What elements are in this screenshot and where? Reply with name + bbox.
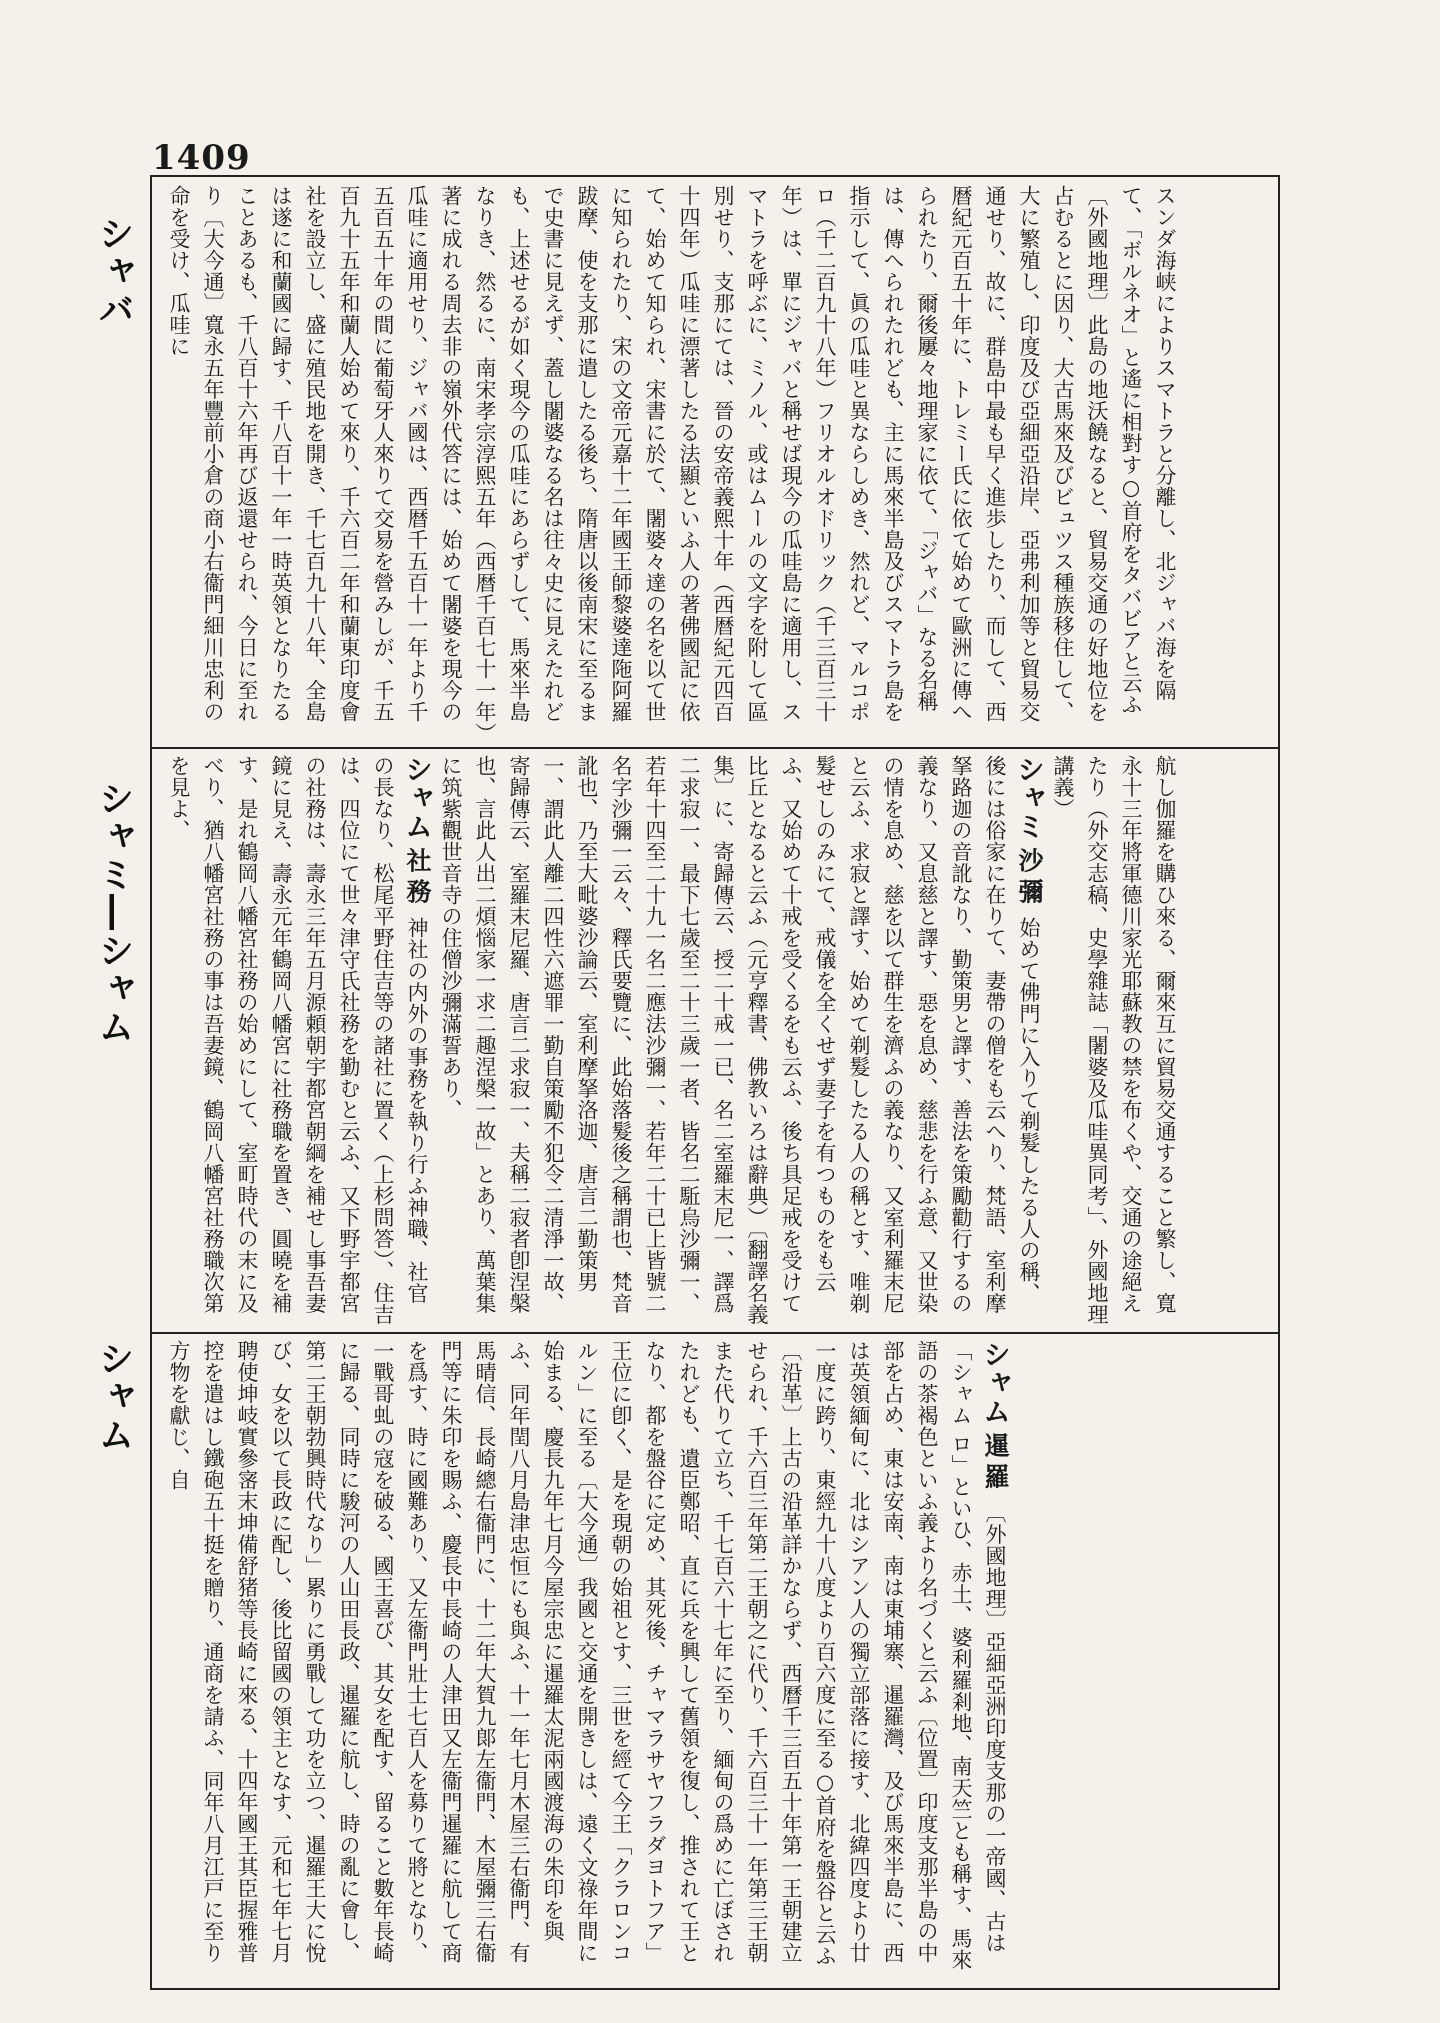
- kanji-shamu: 社務: [403, 847, 432, 910]
- divider-1: [152, 747, 1278, 749]
- middle-continuation: 航し伽羅を購ひ來る、爾來互に貿易交通すること繁し、寬永十三年將軍德川家光耶蘇教の禁を布くや、交通の途絕えたり（外交志稿、史學雜誌「闍婆及瓜哇異同考」、外國地理講義）: [1051, 755, 1177, 1325]
- label-middle: シャミ―シャム: [93, 780, 134, 1046]
- label-bottom: シャム: [93, 1340, 134, 1454]
- entry-shami-text: 始めて佛門に入りて剃髮したる人の稱、後には俗家に在りて、妻帶の僧をも云へり、梵語、室利摩拏路迦の音訛なり、勤策男と譯す、善法を策勵勸行するの義なり、又息慈と譯す、惡を息め、慈悲を行ふ意、又世染の情を息め、慈を以て群生を濟ふの義なり、又室利羅末尼と云ふ、求寂と譯す、始めて剃髮したる人の稱とす、唯剃髮せしのみにて、戒儀を全くせず妻子を有つものをも云ふ、又始めて十戒を受くるをも云ふ、後ち具足戒を受けて比丘となると云ふ（元亨釋書、佛教いろは辭典）〔翻譯名義集〕に、寄歸傳云、授二十戒一已、名二室羅末尼一、譯爲二求寂一、最下七歲至二十三歲一者、皆名二駈烏沙彌一、若年十四至二十九一名二應法沙彌一、若年二十已上皆號二名字沙彌一云々、釋氏要覽に、此始落髮後之稱謂也、梵音訛也、乃至大毗婆沙論云、室利摩拏洛迦、唐言二勤策男一、謂此人離二四性六遮罪一勤自策勵不犯令二清淨一故、寄歸傳云、室羅末尼羅、唐言二求寂一、夫稱二寂者卽涅槃也、言此人出二煩惱家一求二趣涅槃一故」とあり、萬葉集に筑紫觀世音寺の住僧沙彌滿誓あり、: [439, 755, 1041, 1325]
- section-middle-body: [162, 755, 1182, 1325]
- kanji-shami: 沙彌: [1015, 847, 1044, 910]
- headword-shami: シャミ: [1013, 755, 1046, 841]
- entry-shamu-text: 神社の内外の事務を執り行ふ神職、社官の長なり、松尾平野住吉等の諸社に置く（上杉問答）、住吉は、四位にて世々津守氏社務を勤むと云ふ、又下野宇都宮の社務は、壽永三年五月源頼朝宇都宮朝綱を補せし事吾妻鏡に見え、壽永元年鶴岡八幡宮に社務職を置き、圓曉を補す、是れ鶴岡八幡宮社務の始めにして、室町時代の末に及べり、猶八幡宮社務の事は吾妻鏡、鶴岡八幡宮社務職次第を見よ、: [167, 755, 429, 1325]
- headword-shamu: シャム: [401, 755, 434, 841]
- kanji-siam: 暹羅: [981, 1432, 1010, 1495]
- section-top: [162, 185, 1270, 741]
- label-top: シャバ: [93, 215, 134, 329]
- entry-siam-text: 〔外國地理〕亞細亞洲印度支那の一帝國、古は「シャム ロ」といひ、赤土、婆利羅剎地、南天竺とも稱す、馬來語の茶褐色といふ義より名づくと云ふ〔位置〕印度支那半島の中部を占め、東は安南、南は東埔寨、暹羅灣、及び馬來半島に、西は英領緬甸に、北はシアン人の獨立部落に接す、北緯四度より廿一度に跨り、東經九十八度より百六度に至る○首府を盤谷と云ふ〔沿革〕上古の沿革詳かならず、西曆千三百五十年第一王朝建立せられ、千六百三年第二王朝之に代り、千六百三十一年第三王朝また代りて立ち、千七百六十七年に至り、緬甸の爲めに亡ぼされたれども、遺臣鄭昭、直に兵を興して舊領を復し、推されて王となり、都を盤谷に定め、其死後、チャマラサヤフラダヨトフア」王位に卽く、是を現朝の始祖とす、三世を經て今王「クラロンコルン」に至る〔大今通〕我國と交通を開きしは、遠く文祿年間に始まる、慶長九年七月今屋宗忠に暹羅太泥兩國渡海の朱印を與ふ、同年閏八月島津忠恒にも與ふ、十一年七月木屋三右衞門、有馬晴信、長崎總右衞門に、十二年大賀九郞左衞門、木屋彌三右衞門等に朱印を賜ふ、慶長中長崎の人津田又左衞門暹羅に航して商を爲す、時に國難あり、又左衞門壯士七百人を募りて將となり、一戰哥虬の寇を破る、國王喜び、其女を配す、留ること數年長崎に歸る、同時に駿河の人山田長政、暹羅に航し、時の亂に會し、第二王朝勃興時代なり」累りに勇戰して功を立つ、暹羅王大に悅び、女を以て長政に配し、後比留國の領主となす、元和七年七月聘使坤岐實參宻末坤備舒猪等長崎に來る、十四年國王其臣握雅普控を遣はし鐵砲五十挺を贈り、通商を請ふ、同年八月江戸に至り方物を獻じ、自: [167, 1340, 1007, 1971]
- page-number: 1409: [152, 138, 251, 178]
- section-bottom: [162, 1340, 1270, 1980]
- page-frame: [150, 175, 1280, 1990]
- headword-siam: シャム: [979, 1340, 1012, 1426]
- section-top-text: スンダ海峡によりスマトラと分離し、北ジャバ海を隔て、「ボルネオ」と遙に相對す○首府をタバビアと云ふ〔外國地理〕此島の地沃饒なると、貿易交通の好地位を占むるとに因り、大古馬來及びビュツス種族移住して、大に繁殖し、印度及び亞細亞沿岸、亞弗利加等と貿易交通せり、故に、群島中最も早く進歩したり、而して、西暦紀元百五十年に、トレミー氏に依て始めて歐洲に傳へられたり、爾後屢々地理家に依て、「ジャバ」なる名稱は、傳へられたれども、主に馬來半島及びスマトラ島を指示して、眞の瓜哇と異ならしめき、然れど、マルコポロ（千二百九十八年）フリオルオドリック（千三百三十年）は、單にジャバと稱せば現今の瓜哇島に適用し、スマトラを呼ぶに、ミノル、或はムールの文字を附して區別せり、支那にては、晉の安帝義熙十年（西暦紀元四百十四年）瓜哇に漂著したる法顯といふ人の著佛國記に依て、始めて知られ、宋書に於て、闍婆々達の名を以て世に知られたり、宋の文帝元嘉十二年國王師黎婆達陁阿羅跋摩、使を支那に遣したる後ち、隋唐以後南宋に至るまで史書に見えず、蓋し闍婆なる名は往々史に見えたれども、上述せるが如く現今の瓜哇にあらずして、馬來半島なりき、然るに、南宋孝宗淳熙五年（西暦千百七十一年）著に成れる周去非の嶺外代答には、始めて闍婆を現今の瓜哇に適用せり、ジャバ國は、西暦千五百十一年より千五百五十年の間に葡萄牙人來りて交易を營みしが、千五百九十五年和蘭人始めて來り、千六百二年和蘭東印度會社を設立し、盛に殖民地を開き、千七百九十八年、全島は遂に和蘭國に歸す、千八百十一年一時英領となりたることあるも、千八百十六年再び返還せられ、今日に至れり〔大今通〕寬永五年豐前小倉の商小右衞門細川忠利の命を受け、瓜哇に: [167, 185, 1177, 734]
- divider-2: [152, 1332, 1278, 1334]
- section-bottom-body: [162, 1340, 1012, 1980]
- section-middle: [162, 755, 1270, 1325]
